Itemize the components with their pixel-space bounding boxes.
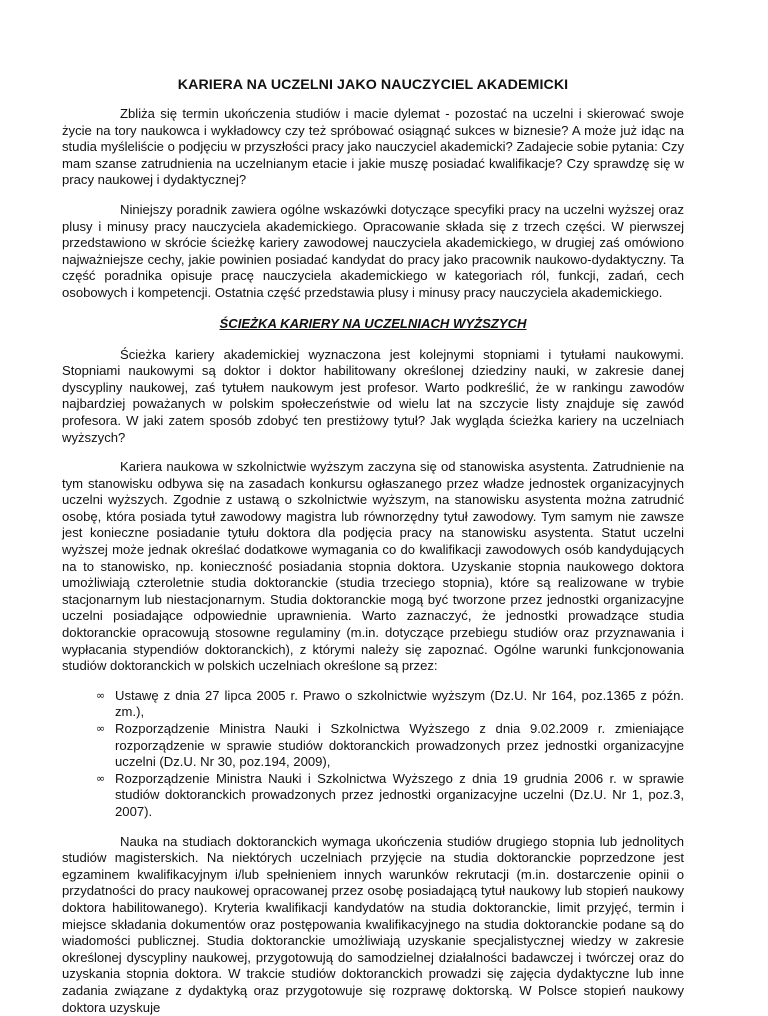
list-item-text: Rozporządzenie Ministra Nauki i Szkolnictwa Wyższego z dnia 19 grudnia 2006 r. w sprawie studiów doktoranckich prowadzonych przez jednostki organizacyjne uczelni (Dz.U. Nr 1, poz.3, 2007). [115,770,684,819]
list-item-text: Rozporządzenie Ministra Nauki i Szkolnictwa Wyższego z dnia 9.02.2009 r. zmieniające rozporządzenie w sprawie studiów doktoranckich prowadzonych przez jednostki organizacyjne uczelni (Dz.U. Nr 30, poz.194, 2009), [115,721,684,770]
bullet-icon: ∞ [96,688,106,702]
bullet-icon: ∞ [96,722,106,735]
section-paragraph-3: Nauka na studiach doktoranckich wymaga ukończenia studiów drugiego stopnia lub jednolitych studiów magisterskich. Na niektórych uczelniach przyjęcie na studia doktoranckie poprzedzone jest egzaminem kwalifikacyjnym i/lub spełnieniem innych warunków rekrutacji (m.in. dostarczenie opinii o przydatności do pracy naukowej opracowanej przez osobę posiadającą tytuł naukowy lub stopień naukowy doktora habilitowanego). Kryteria kwalifikacji kandydatów na studia doktoranckie, limit przyjęć, termin i miejsce składania dokumentów oraz postępowania kwalifikacyjnego na studia doktoranckie podane są do wiadomości publicznej. Studia doktoranckie umożliwiają uzyskanie specjalistycznej wiedzy w zakresie określonej dyscypliny naukowej, przygotowują do samodzielnej działalności badawczej i twórczej oraz do uzyskania stopnia doktora. W trakcie studiów doktoranckich prowadzi się zajęcia dydaktyczne lub inne zadania związane z dydaktyką oraz przygotowuje się rozprawę doktorską. W Polsce stopień naukowy doktora uzyskuje [62,833,684,1015]
intro-paragraph-1: Zbliża się termin ukończenia studiów i macie dylemat - pozostać na uczelni i skierować swoje życie na tory naukowca i wykładowcy czy też spróbować osiągnąć sukces w biznesie? A może już idąc na studia myśleliście o podjęciu w przyszłości pracy jako nauczyciel akademicki? Zadajecie sobie pytania: Czy mam szanse zatrudnienia na uczelnianym etacie i jakie muszę posiadać kwalifikacje? Czy sprawdzę się w pracy naukowej i dydaktycznej? [62,106,684,188]
legal-acts-list [62,688,684,821]
bullet-icon: ∞ [96,771,106,785]
document-title: KARIERA NA UCZELNI JAKO NAUCZYCIEL AKADEMICKI [177,77,569,93]
list-item-text: Ustawę z dnia 27 lipca 2005 r. Prawo o szkolnictwie wyższym (Dz.U. Nr 164, poz.1365 z późn. zm.), [115,687,684,720]
list-item [96,688,684,721]
list-item [96,771,684,821]
list-item [96,721,684,771]
intro-paragraph-2: Niniejszy poradnik zawiera ogólne wskazówki dotyczące specyfiki pracy na uczelni wyższej oraz plusy i minusy pracy nauczyciela akademickiego. Opracowanie składa się z trzech części. W pierwszej przedstawiono w skrócie ścieżkę kariery zawodowej nauczyciela akademickiego, w drugiej zaś omówiono najważniejsze cechy, jakie powinien posiadać kandydat do pracy jako pracownik naukowo-dydaktyczny. Ta część poradnika opisuje pracę nauczyciela akademickiego w kategoriach ról, funkcji, zadań, cech osobowych i kompetencji. Ostatnia część przedstawia plusy i minusy pracy nauczyciela akademickiego. [62,201,684,300]
section-paragraph-1: Ścieżka kariery akademickiej wyznaczona jest kolejnymi stopniami i tytułami naukowymi. Stopniami naukowymi są doktor i doktor habilitowany określonej dziedziny nauki, w zakresie danej dyscypliny naukowej, zaś tytułem naukowym jest profesor. Warto podkreślić, że w rankingu zawodów najbardziej poważanych w polskim społeczeństwie od wielu lat na szczycie listy znajduje się zawód profesora. W jaki zatem sposób zdobyć ten prestiżowy tytuł? Jak wygląda ścieżka kariery na uczelniach wyższych? [62,346,684,445]
section-heading-career-path: ŚCIEŻKA KARIERY NA UCZELNIACH WYŻSZYCH [219,315,527,331]
section-paragraph-2: Kariera naukowa w szkolnictwie wyższym zaczyna się od stanowiska asystenta. Zatrudnienie na tym stanowisku odbywa się na zasadach konkursu ogłaszanego przez władze jednostek organizacyjnych uczelni wyższych. Zgodnie z ustawą o szkolnictwie wyższym, na stanowisku asystenta można zatrudnić osobę, która posiada tytuł zawodowy magistra lub równorzędny tytuł zawodowy. Tym samym nie zawsze jest konieczne posiadanie tytułu doktora dla podjęcia pracy na stanowisku asystenta. Statut uczelni wyższej może jednak określać dodatkowe wymagania co do kwalifikacji zawodowych osób kandydujących na to stanowisko, np. konieczność posiadania stopnia doktora. Uzyskanie stopnia naukowego doktora umożliwiają czteroletnie studia doktoranckie (studia trzeciego stopnia), które są realizowane w trybie stacjonarnym lub niestacjonarnym. Studia doktoranckie mogą być tworzone przez jednostki organizacyjne uczelni posiadające odpowiednie uprawnienia. Warto zaznaczyć, że jednostki prowadzące studia doktoranckie opracowują stosowne regulaminy (m.in. dotyczące przebiegu studiów oraz przyznawania i wypłacania stypendiów doktoranckich), z którymi należy się zapoznać. Ogólne warunki funkcjonowania studiów doktoranckich w polskich uczelniach określone są przez: [62,459,684,674]
